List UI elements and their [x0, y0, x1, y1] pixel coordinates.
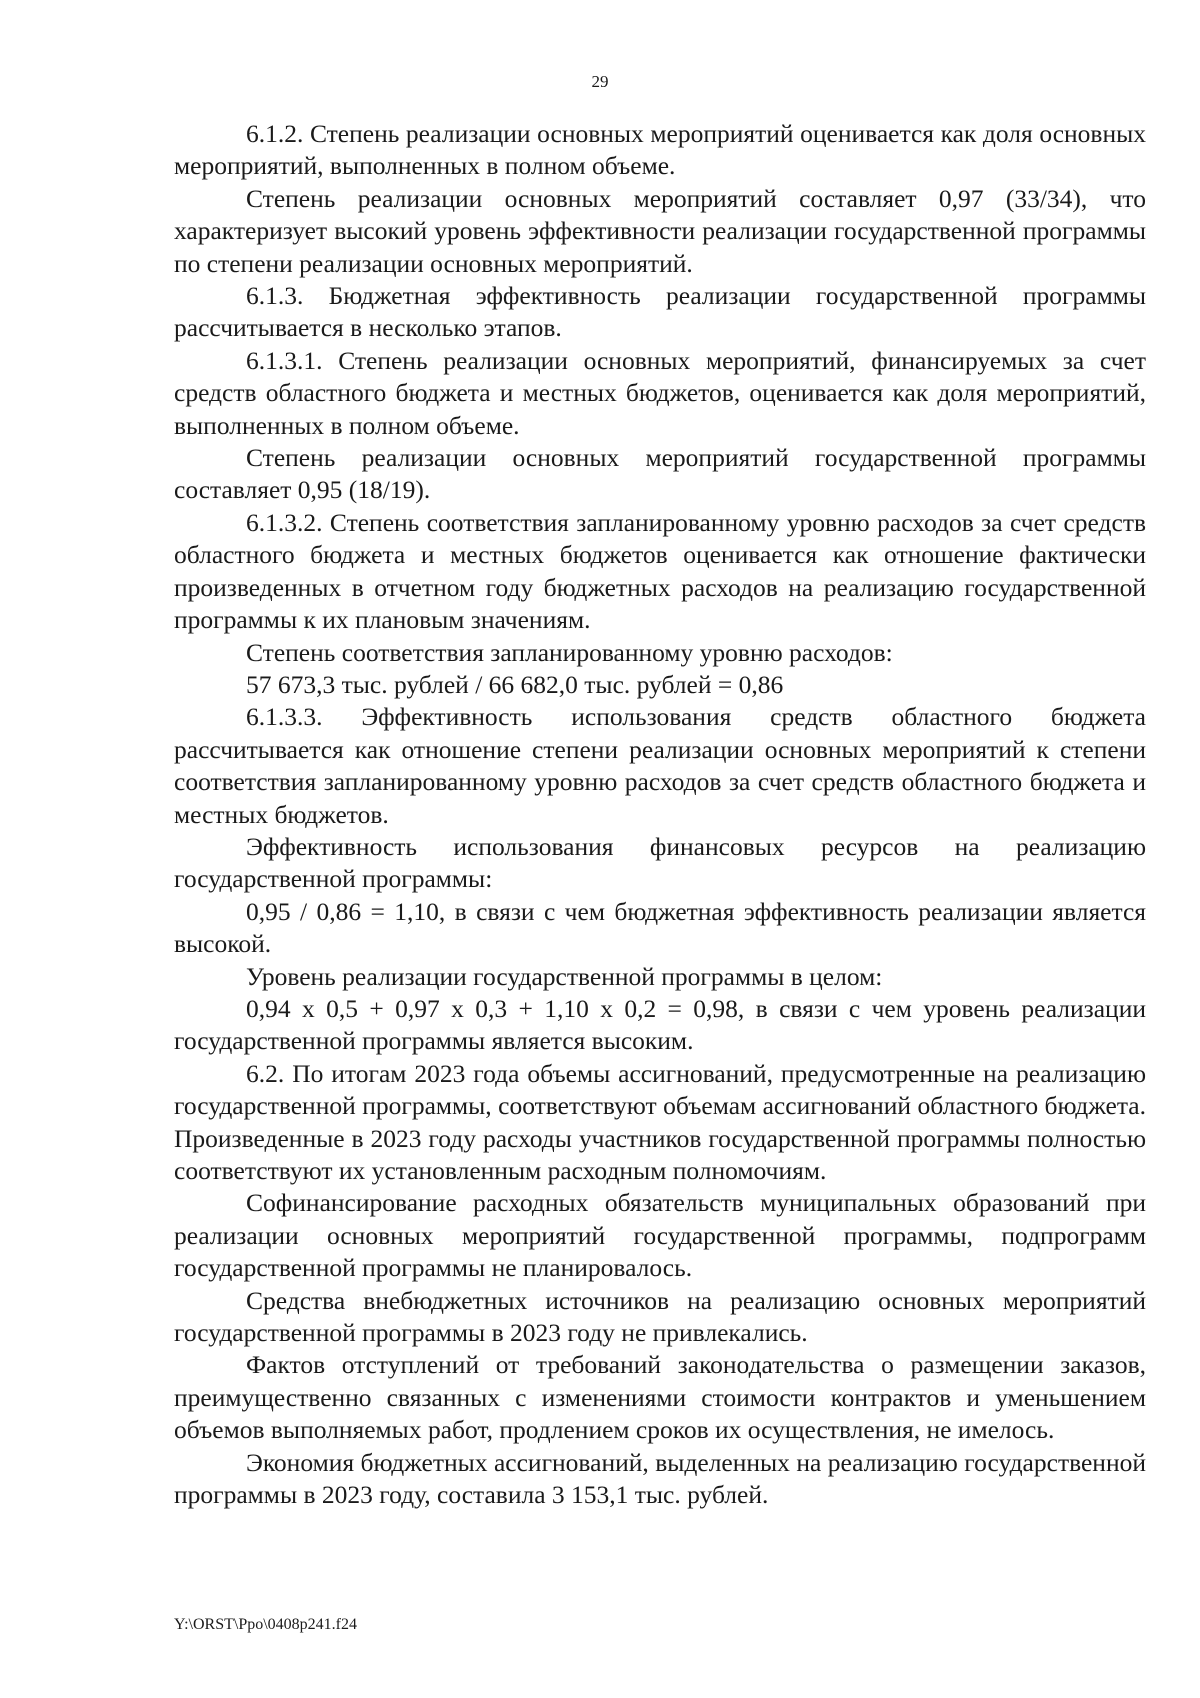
document-body	[174, 118, 1146, 1511]
paragraph: 6.1.3.3. Эффективность использования средств областного бюджета рассчитывается как отношение степени реализации основных мероприятий к степени соответствия запланированному уровню расходов за счет средств областного бюджета и местных бюджетов.	[174, 702, 1146, 829]
formula-line: 0,95 / 0,86 = 1,10, в связи с чем бюджетная эффективность реализации является высокой.	[174, 896, 1146, 959]
paragraph: 6.1.3. Бюджетная эффективность реализации государственной программы рассчитывается в несколько этапов.	[174, 281, 1146, 343]
paragraph: 6.1.3.1. Степень реализации основных мероприятий, финансируемых за счет средств областного бюджета и местных бюджетов, оценивается как доля мероприятий, выполненных в полном объеме.	[174, 345, 1146, 440]
paragraph: Эффективность использования финансовых ресурсов на реализацию государственной программы:	[174, 831, 1146, 894]
paragraph: Средства внебюджетных источников на реализацию основных мероприятий государственной программы в 2023 году не привлекались.	[174, 1285, 1146, 1348]
paragraph: 6.2. По итогам 2023 года объемы ассигнований, предусмотренные на реализацию государственной программы, соответствуют объемам ассигнований областного бюджета. Произведенные в 2023 году расходы участников государственной программы полностью соответствуют их установленным расходным полномочиям.	[174, 1058, 1146, 1185]
paragraph: Фактов отступлений от требований законодательства о размещении заказов, преимущественно связанных с изменениями стоимости контрактов и уменьшением объемов выполняемых работ, продлением сроков их осуществления, не имелось.	[174, 1350, 1146, 1445]
formula-line: 0,94 x 0,5 + 0,97 x 0,3 + 1,10 x 0,2 = 0,98, в связи с чем уровень реализации государственной программы является высоким.	[174, 993, 1146, 1056]
paragraph: Экономия бюджетных ассигнований, выделенных на реализацию государственной программы в 2023 году, составила 3 153,1 тыс. рублей.	[174, 1447, 1146, 1510]
paragraph: Софинансирование расходных обязательств муниципальных образований при реализации основных мероприятий государственной программы, подпрограмм государственной программы не планировалось.	[174, 1188, 1146, 1283]
paragraph: Степень реализации основных мероприятий составляет 0,97 (33/34), что характеризует высокий уровень эффективности реализации государственной программы по степени реализации основных мероприятий.	[174, 183, 1146, 278]
paragraph: Уровень реализации государственной программы в целом:	[246, 961, 883, 991]
paragraph: 6.1.2. Степень реализации основных мероприятий оценивается как доля основных мероприятий, выполненных в полном объеме.	[174, 119, 1146, 181]
paragraph: 6.1.3.2. Степень соответствия запланированному уровню расходов за счет средств областного бюджета и местных бюджетов оценивается как отношение фактически произведенных в отчетном году бюджетных расходов на реализацию государственной программы к их плановым значениям.	[174, 507, 1146, 635]
paragraph: Степень соответствия запланированному уровню расходов:	[246, 637, 893, 667]
page-number: 29	[591, 72, 609, 91]
paragraph: Степень реализации основных мероприятий государственной программы составляет 0,95 (18/19).	[174, 443, 1146, 505]
footer-file-path: Y:\ORST\Ppo\0408p241.f24	[174, 1616, 357, 1633]
formula-line: 57 673,3 тыс. рублей / 66 682,0 тыс. рублей = 0,86	[246, 669, 784, 699]
